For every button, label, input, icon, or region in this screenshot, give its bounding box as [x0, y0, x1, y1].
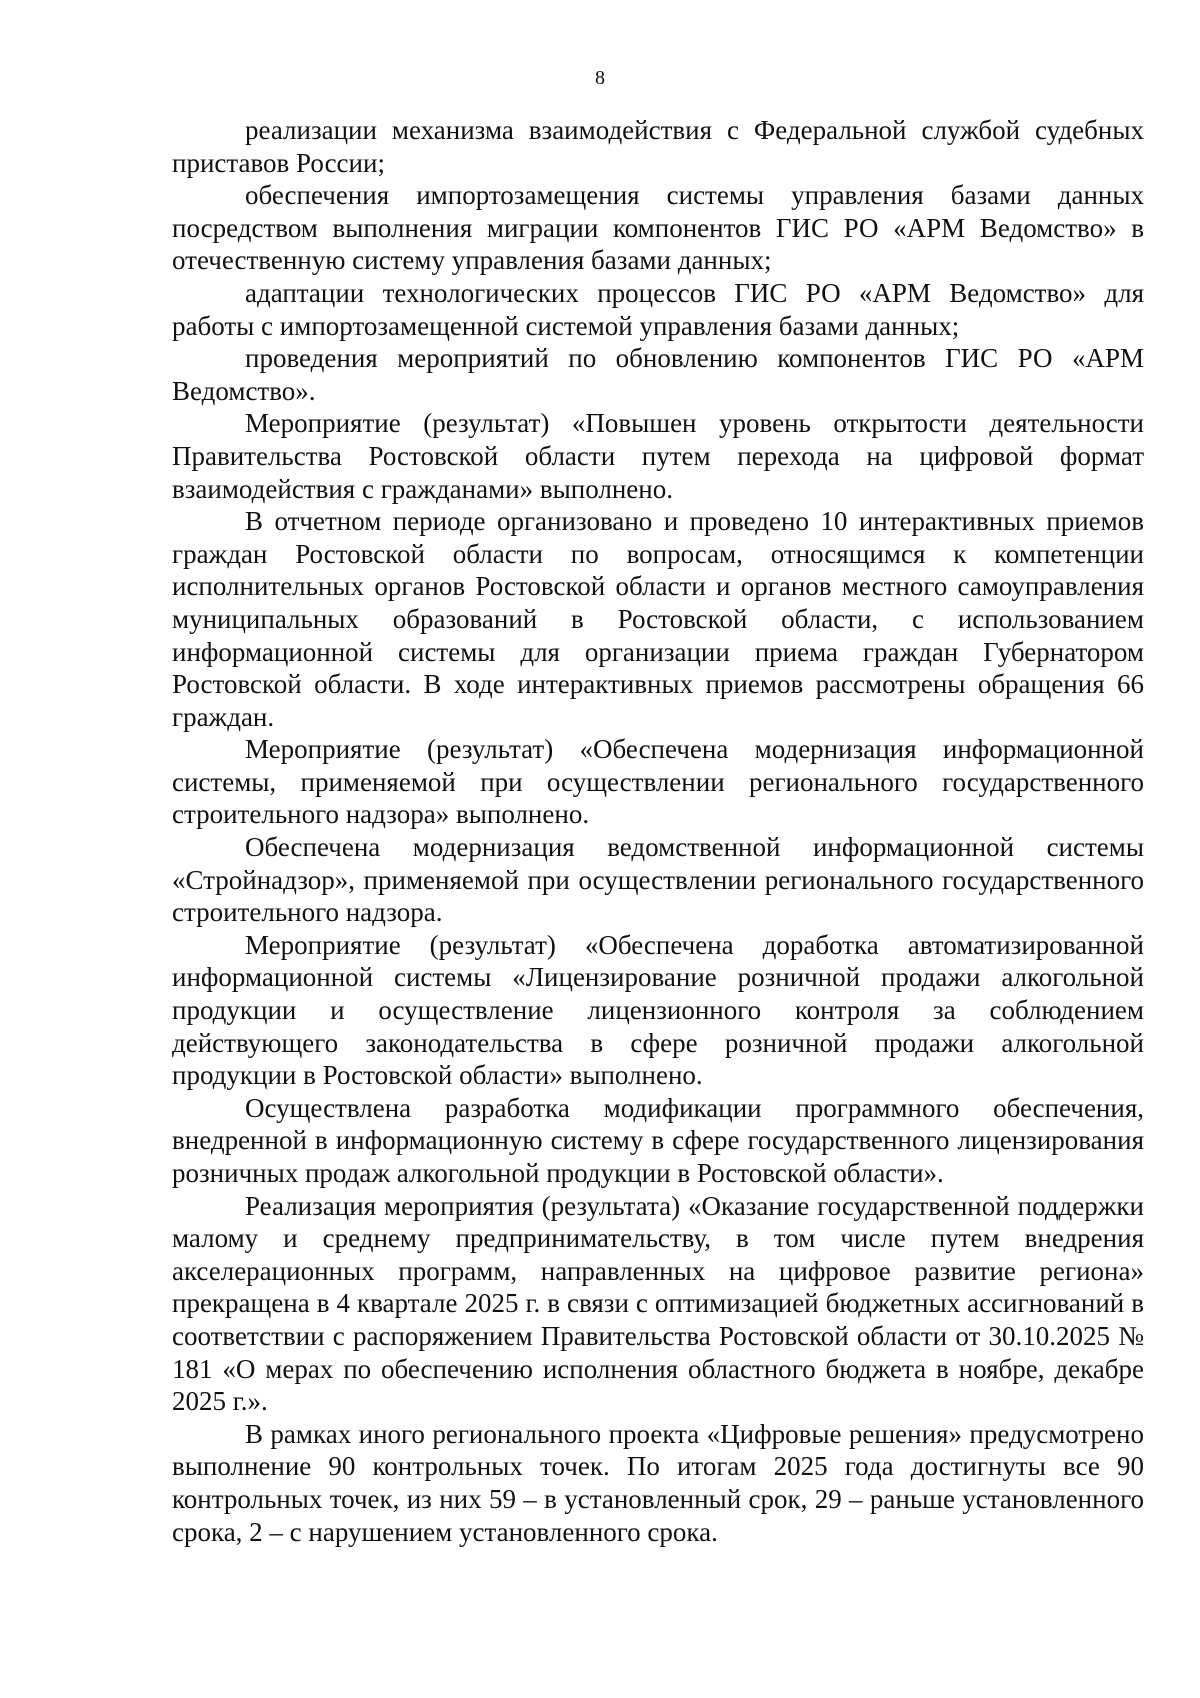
document-body	[172, 114, 1144, 1548]
paragraph: Реализация мероприятия (результата) «Оказание государственной поддержки малому и среднему предпринимательству, в том числе путем внедрения акселерационных программ, направленных на цифровое развитие региона» прекращена в 4 квартале 2025 г. в связи с оптимизацией бюджетных ассигнований в соответствии с распоряжением Правительства Ростовской области от 30.10.2025 № 181 «О мерах по обеспечению исполнения областного бюджета в ноябре, декабре 2025 г.».	[172, 1190, 1144, 1417]
paragraph: обеспечения импортозамещения системы управления базами данных посредством выполнения миграции компонентов ГИС РО «АРМ Ведомство» в отечественную систему управления базами данных;	[172, 180, 1144, 276]
paragraph: Мероприятие (результат) «Обеспечена доработка автоматизированной информационной системы «Лицензирование розничной продажи алкогольной продукции и осуществление лицензионного контроля за соблюдением действующего законодательства в сфере розничной продажи алкогольной продукции в Ростовской области» выполнено.	[172, 929, 1144, 1091]
paragraph: реализации механизма взаимодействия с Федеральной службой судебных приставов России;	[172, 115, 1144, 178]
paragraph: Мероприятие (результат) «Обеспечена модернизация информационной системы, применяемой при осуществлении регионального государственного строительного надзора» выполнено.	[172, 734, 1144, 830]
paragraph: В отчетном периоде организовано и проведено 10 интерактивных приемов граждан Ростовской области по вопросам, относящимся к компетенции исполнительных органов Ростовской области и органов местного самоуправления муниципальных образований в Ростовской области, с использованием информационной системы для организации приема граждан Губернатором Ростовской области. В ходе интерактивных приемов рассмотрены обращения 66 граждан.	[172, 506, 1144, 732]
paragraph: адаптации технологических процессов ГИС РО «АРМ Ведомство» для работы с импортозамещенной системой управления базами данных;	[172, 277, 1144, 341]
paragraph: проведения мероприятий по обновлению компонентов ГИС РО «АРМ Ведомство».	[172, 343, 1144, 406]
paragraph: В рамках иного регионального проекта «Цифровые решения» предусмотрено выполнение 90 контрольных точек. По итогам 2025 года достигнуты все 90 контрольных точек, из них 59 – в установленный срок, 29 – раньше установленного срока, 2 – с нарушением установленного срока.	[172, 1418, 1144, 1547]
paragraph: Обеспечена модернизация ведомственной информационной системы «Стройнадзор», применяемой при осуществлении регионального государственного строительного надзора.	[172, 832, 1144, 928]
page-number: 8	[595, 67, 605, 89]
paragraph: Осуществлена разработка модификации программного обеспечения, внедренной в информационную систему в сфере государственного лицензирования розничных продаж алкогольной продукции в Ростовской области».	[172, 1092, 1144, 1188]
paragraph: Мероприятие (результат) «Повышен уровень открытости деятельности Правительства Ростовской области путем перехода на цифровой формат взаимодействия с гражданами» выполнено.	[172, 408, 1144, 504]
